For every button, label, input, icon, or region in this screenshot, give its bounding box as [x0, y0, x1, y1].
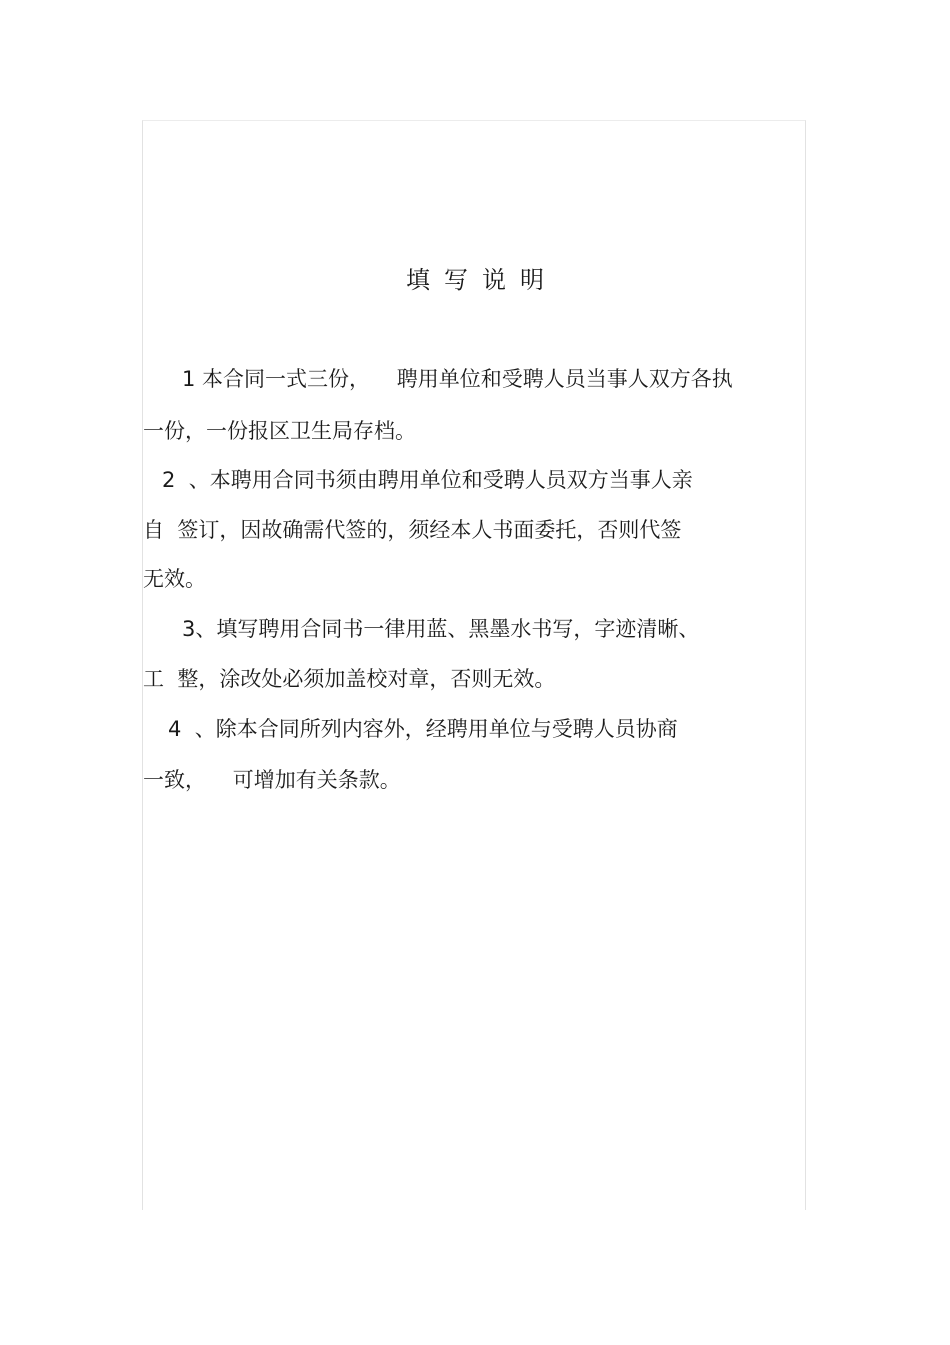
instruction-1-line-1: 1 本合同一式三份， 聘用单位和受聘人员当事人双方各执 — [182, 367, 733, 391]
instruction-2-line-2: 自 签订，因故确需代签的，须经本人书面委托，否则代签 — [143, 518, 682, 542]
instruction-2-line-1: 2 、本聘用合同书须由聘用单位和受聘人员双方当事人亲 — [162, 468, 693, 492]
page-title: 填写说明 — [406, 266, 558, 294]
instruction-3-line-2: 工 整，涂改处必须加盖校对章，否则无效。 — [143, 667, 556, 691]
instruction-3-line-1: 3、填写聘用合同书一律用蓝、黑墨水书写，字迹清晰、 — [182, 617, 700, 641]
instruction-4-line-1: 4 、除本合同所列内容外，经聘用单位与受聘人员协商 — [168, 717, 678, 741]
instruction-2-line-3: 无效。 — [143, 567, 206, 591]
instruction-1-line-2: 一份，一份报区卫生局存档。 — [143, 419, 416, 443]
instruction-4-line-2: 一致， 可增加有关条款。 — [143, 768, 401, 792]
